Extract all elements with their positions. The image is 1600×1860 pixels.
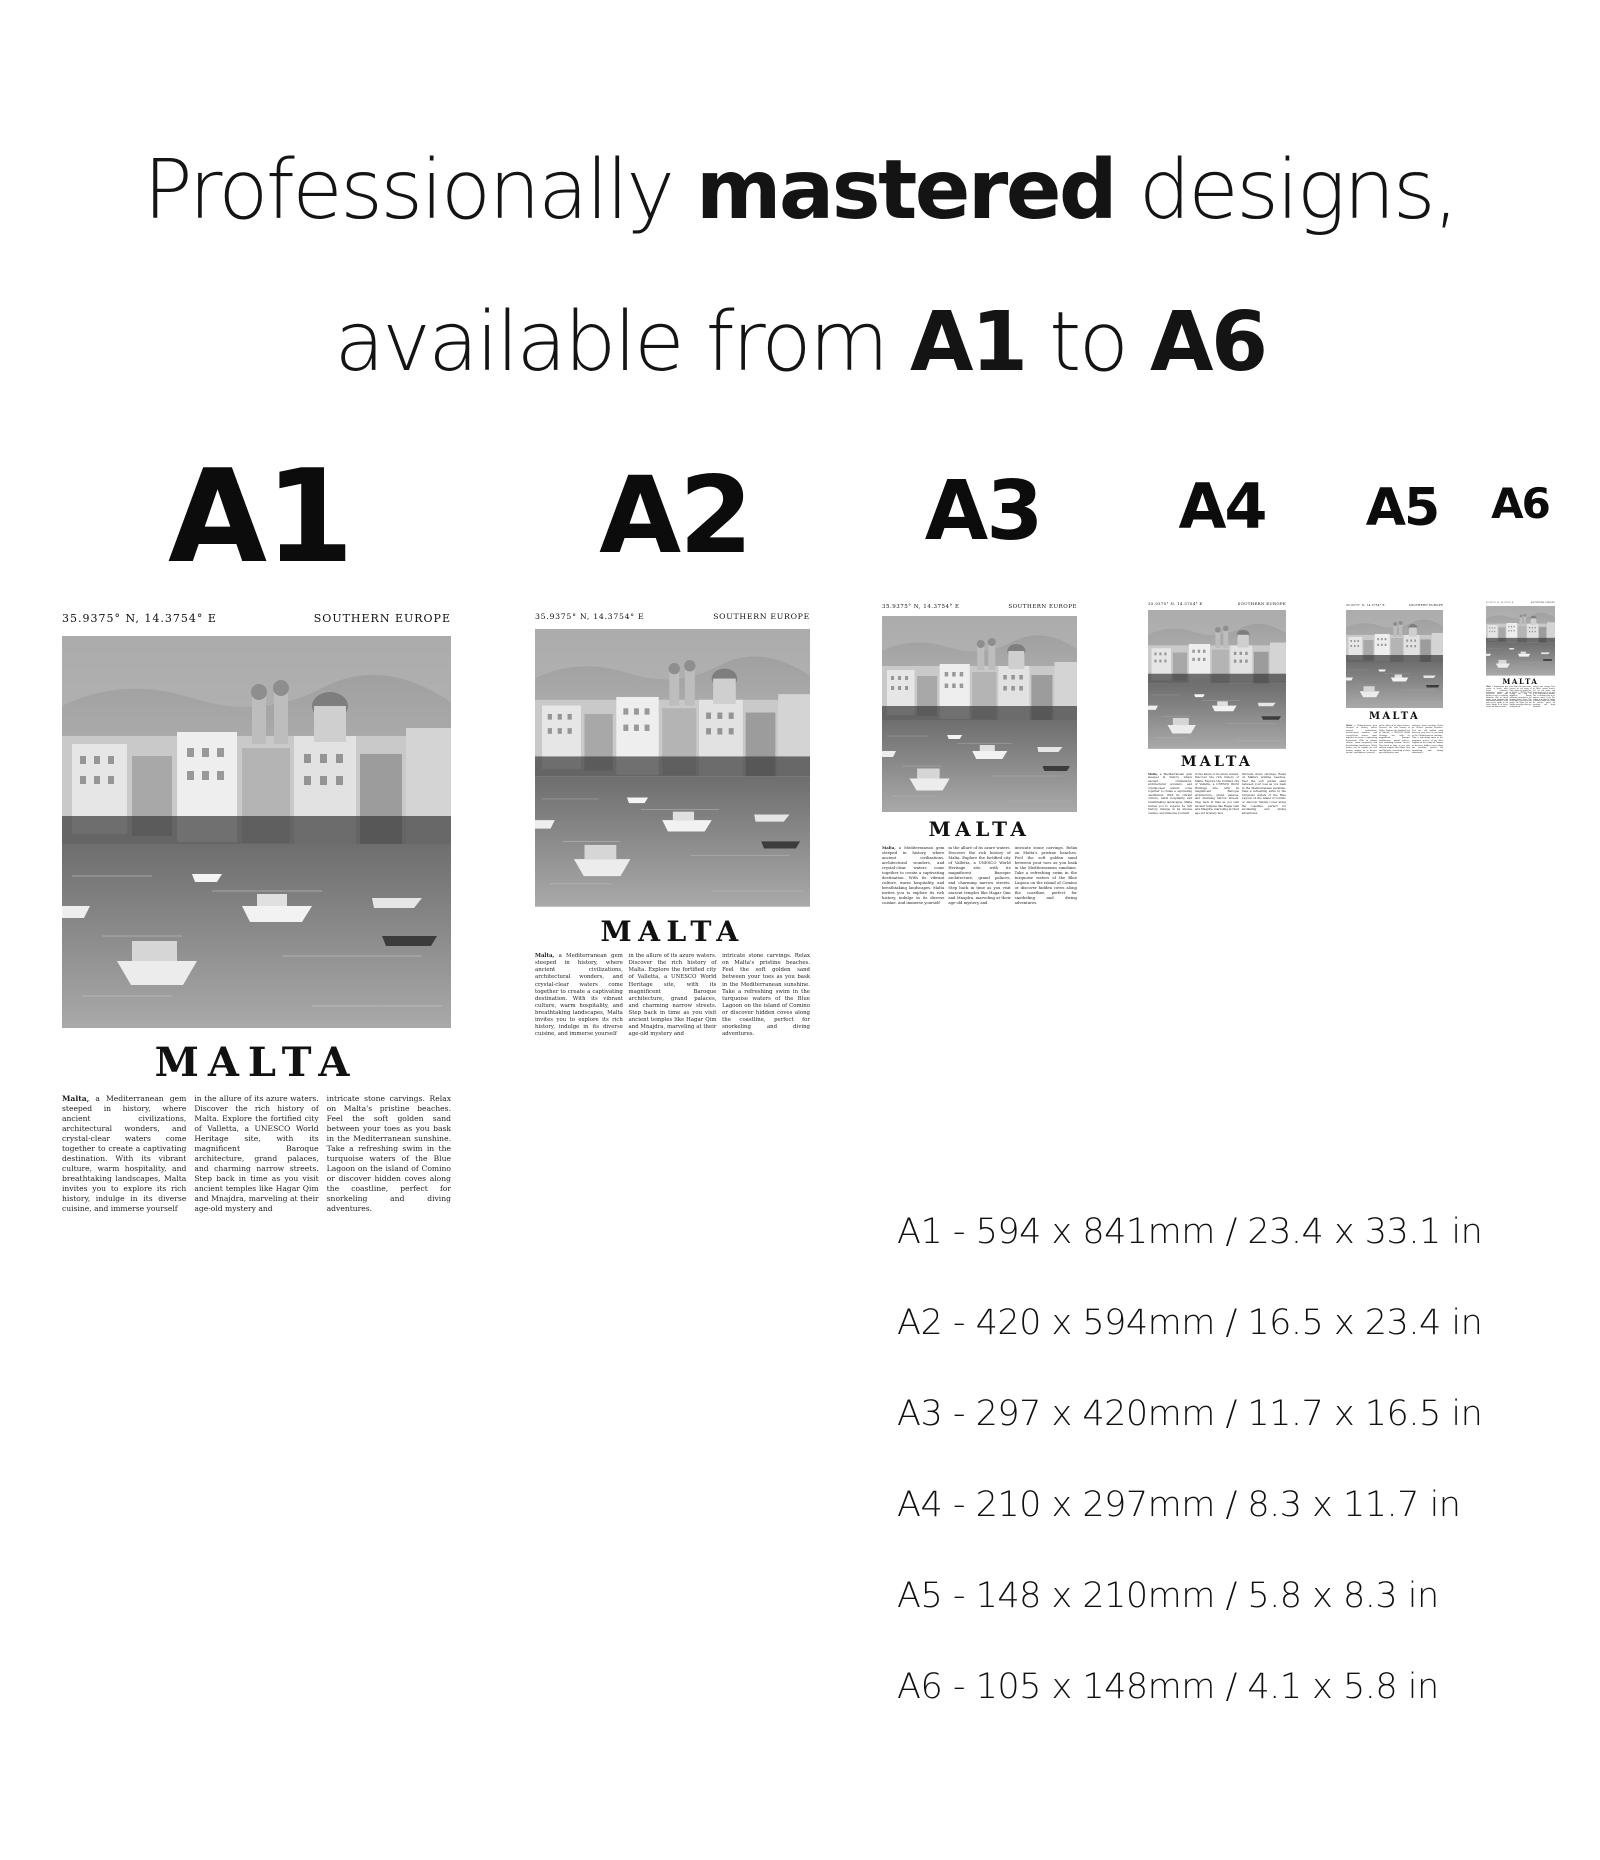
poster-column-text: a Mediterranean gem steeped in history, where ancient civilizations, architectural wonders, and crystal-clear waters come together to create a captivating destination. With its vibrant culture, warm hospitality, and breathtaking landscapes, Malta invites you to explore its rich history, indulge in its diverse cuisine, and immerse yourself — [62, 1094, 187, 1213]
poster-column-text: a Mediterranean gem steeped in history, where ancient civilizations, architectural wonders, and crystal-clear waters come together to create a captivating destination. With its vibrant culture, warm hospitality, and breathtaking landscapes, Malta invites you to explore its rich history, indulge in its diverse cuisine, and immerse yourself — [1346, 724, 1377, 754]
poster-a4 — [1148, 601, 1286, 815]
poster-column-text: intricate stone carvings. Relax on Malta's pristine beaches. Feel the soft golden sand between your toes as you bask in the Mediterranean sunshine. Take a refreshing swim in the turquoise waters of the Blue Lagoon on the island of Comino or discover hidden coves along the coastline, perfect for snorkeling and diving adventures. — [1014, 845, 1077, 905]
poster-text-column — [722, 953, 810, 1038]
poster-a5 — [1346, 603, 1443, 754]
poster-header — [1486, 602, 1555, 604]
poster-body-text — [1346, 724, 1443, 754]
poster-lead-word: Malta, — [62, 1094, 90, 1103]
poster-text-column — [1379, 724, 1410, 754]
poster-column-text: intricate stone carvings. Relax on Malta's pristine beaches. Feel the soft golden sand between your toes as you bask in the Mediterranean sunshine. Take a refreshing swim in the turquoise waters of the Blue Lagoon on the island of Comino or discover hidden coves along the coastline, perfect for snorkeling and diving adventures. — [722, 953, 810, 1038]
poster-region: SOUTHERN EUROPE — [713, 612, 810, 621]
poster-text-column — [62, 1094, 187, 1213]
poster-header — [882, 604, 1077, 611]
poster-coordinates: 35.9375° N, 14.3754° E — [1346, 603, 1385, 607]
headline-line-2: available from A1 to A6 — [334, 295, 1266, 390]
poster-text-column — [1412, 724, 1443, 754]
poster-column-text: intricate stone carvings. Relax on Malta's pristine beaches. Feel the soft golden sand between your toes as you bask in the Mediterranean sunshine. Take a refreshing swim in the turquoise waters of the Blue Lagoon on the island of Comino or discover hidden coves along the coastline, perfect for snorkeling and diving adventures. — [1532, 687, 1555, 708]
poster-photo — [1148, 610, 1286, 749]
poster-column-text: in the allure of its azure waters. Discover the rich history of Malta. Explore the fortified city of Valletta, a UNESCO World Heritage site, with its magnificent Baroque architecture, grand palaces, and charming narrow streets. Step back in time as you visit ancient temples like Hagar Qim and Mnajdra, marveling at their age-old mystery and — [1379, 724, 1410, 754]
poster-column-text: intricate stone carvings. Relax on Malta's pristine beaches. Feel the soft golden sand between your toes as you bask in the Mediterranean sunshine. Take a refreshing swim in the turquoise waters of the Blue Lagoon on the island of Comino or discover hidden coves along the coastline, perfect for snorkeling and diving adventures. — [326, 1094, 451, 1213]
headline-line-1: Professionally mastered designs, — [143, 143, 1457, 238]
poster-text-column — [1346, 724, 1377, 754]
dimension-a5: A5 - 148 x 210mm / 5.8 x 8.3 in — [897, 1576, 1439, 1616]
poster-a2 — [535, 612, 810, 1038]
poster-photo — [882, 616, 1077, 812]
poster-column-text: in the allure of its azure waters. Discover the rich history of Malta. Explore the fortified city of Valletta, a UNESCO World Heritage site, with its magnificent Baroque architecture, grand palaces, and charming narrow streets. Step back in time as you visit ancient temples like Hagar Qim and Mnajdra, marveling at their age-old mystery and — [1509, 687, 1532, 708]
poster-text-column — [535, 953, 623, 1038]
poster-a6 — [1486, 602, 1555, 708]
poster-region: SOUTHERN EUROPE — [1530, 602, 1555, 604]
poster-text-column — [1014, 845, 1077, 905]
dimension-a6: A6 - 105 x 148mm / 4.1 x 5.8 in — [897, 1667, 1439, 1707]
poster-text-column — [326, 1094, 451, 1213]
poster-text-column — [1486, 687, 1509, 708]
poster-a3 — [882, 604, 1077, 905]
poster-text-column — [628, 953, 717, 1038]
poster-title: MALTA — [1180, 753, 1254, 770]
size-label-a4: A4 — [1178, 470, 1266, 543]
poster-header — [62, 612, 451, 626]
size-label-a5: A5 — [1365, 478, 1439, 538]
poster-photo — [1486, 606, 1555, 675]
size-label-a6: A6 — [1491, 479, 1549, 528]
poster-body-text — [535, 953, 810, 1038]
poster-body-text — [1148, 771, 1286, 815]
poster-body-text — [1486, 687, 1555, 708]
poster-coordinates: 35.9375° N, 14.3754° E — [1486, 602, 1514, 604]
dimensions-list — [897, 1207, 1482, 1753]
poster-column-text: a Mediterranean gem steeped in history, where ancient civilizations, architectural wonders, and crystal-clear waters come together to create a captivating destination. With its vibrant culture, warm hospitality, and breathtaking landscapes, Malta invites you to explore its rich history, indulge in its diverse cuisine, and immerse yourself — [882, 845, 945, 905]
poster-column-text: a Mediterranean gem steeped in history, where ancient civilizations, architectural wonders, and crystal-clear waters come together to create a captivating destination. With its vibrant culture, warm hospitality, and breathtaking landscapes, Malta invites you to explore its rich history, indulge in its diverse cuisine, and immerse yourself — [1148, 772, 1193, 815]
poster-column-text: a Mediterranean gem steeped in history, where ancient civilizations, architectural wonders, and crystal-clear waters come together to create a captivating destination. With its vibrant culture, warm hospitality, and breathtaking landscapes, Malta invites you to explore its rich history, indulge in its diverse cuisine, and immerse yourself — [535, 953, 623, 1038]
dimension-a1: A1 - 594 x 841mm / 23.4 x 33.1 in — [897, 1212, 1483, 1252]
poster-region: SOUTHERN EUROPE — [1408, 603, 1443, 607]
poster-photo — [535, 629, 810, 907]
size-label-a3: A3 — [924, 464, 1042, 559]
poster-a1 — [62, 612, 451, 1213]
poster-text-column — [948, 845, 1011, 905]
poster-lead-word: Malta, — [1148, 771, 1158, 776]
poster-text-column — [882, 845, 945, 905]
poster-title: MALTA — [154, 1039, 359, 1086]
poster-text-column — [1194, 772, 1240, 815]
poster-coordinates: 35.9375° N, 14.3754° E — [535, 612, 645, 621]
poster-column-text: intricate stone carvings. Relax on Malta's pristine beaches. Feel the soft golden sand between your toes as you bask in the Mediterranean sunshine. Take a refreshing swim in the turquoise waters of the Blue Lagoon on the island of Comino or discover hidden coves along the coastline, perfect for snorkeling and diving adventures. — [1241, 772, 1286, 815]
poster-text-column — [1532, 687, 1555, 708]
poster-photo — [62, 636, 451, 1028]
poster-body-text — [882, 845, 1077, 905]
dimension-a3: A3 - 297 x 420mm / 11.7 x 16.5 in — [897, 1394, 1483, 1434]
poster-text-column — [194, 1094, 319, 1213]
dimension-a4: A4 - 210 x 297mm / 8.3 x 11.7 in — [897, 1485, 1461, 1525]
poster-lead-word: Malta, — [1486, 687, 1491, 689]
poster-column-text: in the allure of its azure waters. Discover the rich history of Malta. Explore the fortified city of Valletta, a UNESCO World Heritage site, with its magnificent Baroque architecture, grand palaces, and charming narrow streets. Step back in time as you visit ancient temples like Hagar Qim and Mnajdra, marveling at their age-old mystery and — [628, 953, 717, 1038]
poster-coordinates: 35.9375° N, 14.3754° E — [882, 604, 960, 610]
poster-column-text: in the allure of its azure waters. Discover the rich history of Malta. Explore the fortified city of Valletta, a UNESCO World Heritage site, with its magnificent Baroque architecture, grand palaces, and charming narrow streets. Step back in time as you visit ancient temples like Hagar Qim and Mnajdra, marveling at their age-old mystery and — [194, 1094, 319, 1213]
poster-title: MALTA — [600, 914, 745, 949]
poster-text-column — [1241, 772, 1286, 815]
poster-region: SOUTHERN EUROPE — [1237, 601, 1286, 606]
poster-lead-word: Malta, — [535, 953, 555, 960]
poster-coordinates: 35.9375° N, 14.3754° E — [1148, 601, 1203, 606]
poster-body-text — [62, 1094, 451, 1213]
poster-column-text: in the allure of its azure waters. Discover the rich history of Malta. Explore the fortified city of Valletta, a UNESCO World Heritage site, with its magnificent Baroque architecture, grand palaces, and charming narrow streets. Step back in time as you visit ancient temples like Hagar Qim and Mnajdra, marveling at their age-old mystery and — [948, 845, 1011, 905]
poster-text-column — [1509, 687, 1532, 708]
poster-title: MALTA — [928, 817, 1031, 841]
poster-region: SOUTHERN EUROPE — [313, 612, 451, 625]
poster-column-text: intricate stone carvings. Relax on Malta's pristine beaches. Feel the soft golden sand between your toes as you bask in the Mediterranean sunshine. Take a refreshing swim in the turquoise waters of the Blue Lagoon on the island of Comino or discover hidden coves along the coastline, perfect for snorkeling and diving adventures. — [1412, 724, 1443, 754]
poster-header — [1346, 604, 1443, 608]
headline — [0, 115, 1600, 419]
poster-header — [535, 612, 810, 622]
poster-lead-word: Malta, — [882, 845, 896, 850]
poster-text-column — [1148, 771, 1193, 815]
poster-lead-word: Malta, — [1346, 724, 1353, 727]
poster-column-text: in the allure of its azure waters. Discover the rich history of Malta. Explore the fortified city of Valletta, a UNESCO World Heritage site, with its magnificent Baroque architecture, grand palaces, and charming narrow streets. Step back in time as you visit ancient temples like Hagar Qim and Mnajdra, marveling at their age-old mystery and — [1194, 772, 1240, 815]
poster-title: MALTA — [1369, 711, 1420, 722]
poster-region: SOUTHERN EUROPE — [1008, 604, 1077, 610]
size-label-a1: A1 — [167, 443, 353, 592]
poster-header — [1148, 602, 1286, 607]
poster-title: MALTA — [1502, 676, 1539, 686]
dimension-a2: A2 - 420 x 594mm / 16.5 x 23.4 in — [897, 1303, 1483, 1343]
poster-coordinates: 35.9375° N, 14.3754° E — [62, 612, 217, 625]
poster-column-text: a Mediterranean gem steeped in history, where ancient civilizations, architectural wonders, and crystal-clear waters come together to create a captivating destination. With its vibrant culture, warm hospitality, and breathtaking landscapes, Malta invites you to explore its rich history, indulge in its diverse cuisine, and immerse yourself — [1486, 687, 1509, 708]
size-label-a2: A2 — [599, 454, 751, 577]
poster-photo — [1346, 610, 1443, 708]
